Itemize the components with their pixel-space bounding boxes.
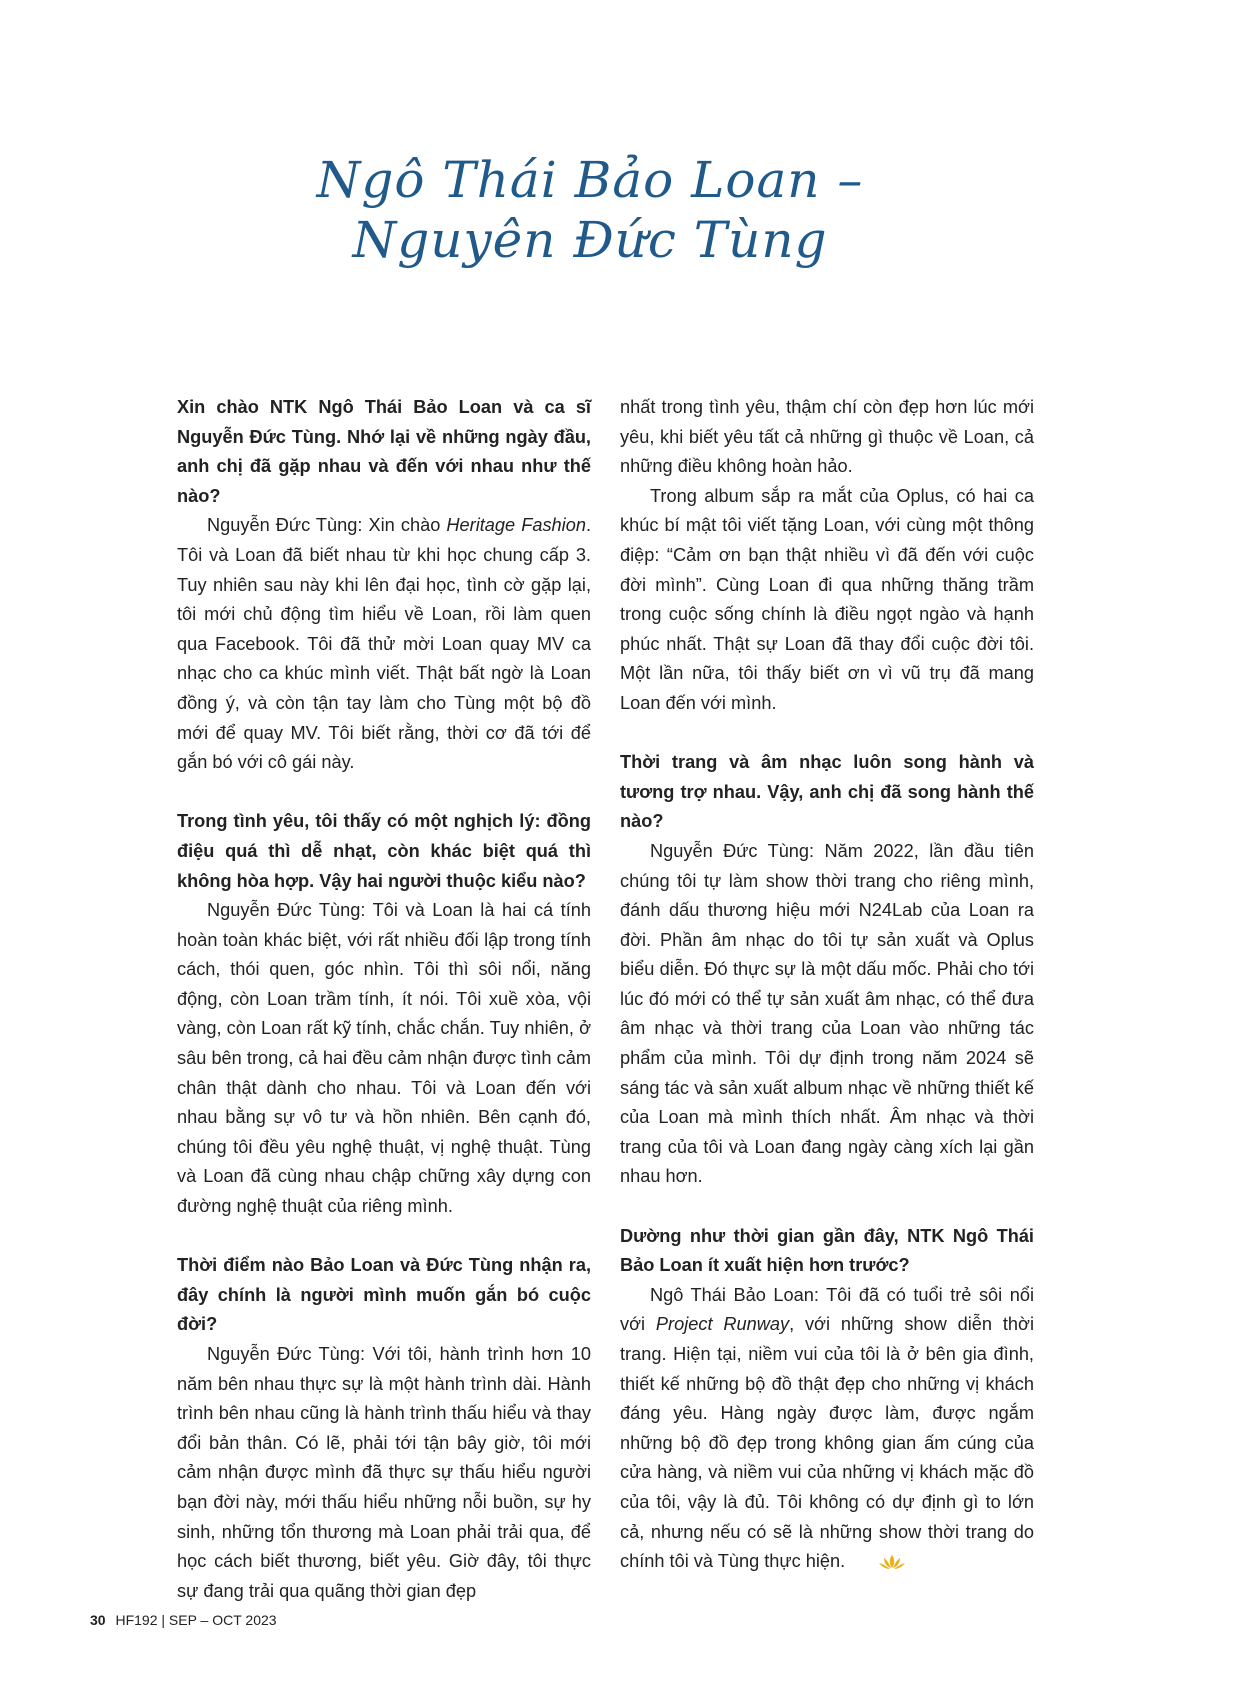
- answer-5-italic: Project Runway: [655, 1314, 790, 1335]
- right-column: [620, 393, 1034, 1580]
- answer-3: Nguyễn Đức Tùng: Với tôi, hành trình hơn 10 năm bên nhau thực sự là một hành trình dài. Hành trình bên nhau cũng là hành trình thấu hiểu và thay đổi bản thân. Có lẽ, phải tới tận bây giờ, tôi mới cảm nhận được mình đã thực sự thấu hiểu người bạn đời này, mới thấu hiểu những nỗi buồn, sự hy sinh, những tổn thương mà Loan phải trải qua, để học cách biết thương, biết yêu. Giờ đây, tôi thực sự đang trải qua quãng thời gian đẹp: [177, 1344, 591, 1601]
- answer-5-rest: , với những show diễn thời trang. Hiện tại, niềm vui của tôi là ở bên gia đình, thiết kế những bộ đồ thật đẹp cho những vị khách đáng yêu. Hàng ngày được làm, được ngắm những bộ đồ đẹp trong không gian ấm cúng của cửa hàng, và niềm vui của những vị khách mặc đồ của tôi, vậy là đủ. Tôi không có dự định gì to lớn cả, nhưng nếu có sẽ là những show thời trang do chính tôi và Tùng thực hiện.: [620, 1314, 1034, 1572]
- answer-5: [620, 1281, 1034, 1580]
- page-footer: [90, 1612, 277, 1628]
- question-2: Trong tình yêu, tôi thấy có một nghịch lý: đồng điệu quá thì dễ nhạt, còn khác biệt quá thì không hòa hợp. Vậy hai người thuộc kiểu nào?: [177, 811, 591, 891]
- lotus-icon: [849, 1550, 905, 1580]
- answer-1-rest: . Tôi và Loan đã biết nhau từ khi học chung cấp 3. Tuy nhiên sau này khi lên đại học, tình cờ gặp lại, tôi mới chủ động tìm hiểu về Loan, rồi làm quen qua Facebook. Tôi đã thử mời Loan quay MV ca nhạc cho ca khúc mình viết. Thật bất ngờ là Loan đồng ý, và còn tận tay làm cho Tùng một bộ đồ mới để quay MV. Tôi biết rằng, thời cơ đã tới để gắn bó với cô gái này.: [177, 515, 591, 773]
- title-line-2: Nguyên Đức Tùng: [352, 211, 828, 269]
- answer-3-paragraph-2: Trong album sắp ra mắt của Oplus, có hai ca khúc bí mật tôi viết tặng Loan, với cùng một thông điệp: “Cảm ơn bạn thật nhiều vì đã đến với cuộc đời mình”. Cùng Loan đi qua những thăng trầm trong cuộc sống chính là điều ngọt ngào và hạnh phúc nhất. Thật sự Loan đã thay đổi cuộc đời tôi. Một lần nữa, tôi thấy biết ơn vì vũ trụ đã mang Loan đến với mình.: [620, 485, 1034, 713]
- question-3: Thời điểm nào Bảo Loan và Đức Tùng nhận ra, đây chính là người mình muốn gắn bó cuộc đời?: [177, 1255, 591, 1335]
- issue-info: HF192 | SEP – OCT 2023: [115, 1612, 277, 1628]
- answer-4: Nguyễn Đức Tùng: Năm 2022, lần đầu tiên chúng tôi tự làm show thời trang cho riêng mình, đánh dấu thương hiệu mới N24Lab của Loan ra đời. Phần âm nhạc do tôi tự sản xuất và Oplus biểu diễn. Đó thực sự là một dấu mốc. Phải cho tới lúc đó mới có thể tự sản xuất âm nhạc, có thể đưa âm nhạc và thời trang của Loan vào những tác phẩm của mình. Tôi dự định trong năm 2024 sẽ sáng tác và sản xuất album nhạc về những thiết kế của Loan mà mình thích nhất. Âm nhạc và thời trang của tôi và Loan đang ngày càng xích lại gần nhau hơn.: [620, 840, 1034, 1187]
- answer-1: [177, 511, 591, 777]
- answer-5-start: Ngô Thái Bảo Loan: Tôi đã có tuổi trẻ sôi nổi với: [620, 1284, 1034, 1335]
- question-4: Thời trang và âm nhạc luôn song hành và tương trợ nhau. Vậy, anh chị đã song hành thế nào?: [620, 752, 1034, 832]
- left-column: [177, 393, 591, 1606]
- answer-1-italic: Heritage Fashion: [446, 515, 586, 536]
- article-title: [0, 150, 1180, 270]
- question-1: Xin chào NTK Ngô Thái Bảo Loan và ca sĩ Nguyễn Đức Tùng. Nhớ lại về những ngày đầu, anh chị đã gặp nhau và đến với nhau như thế nào?: [177, 397, 591, 506]
- page-number: 30: [90, 1612, 106, 1628]
- answer-1-speaker: Nguyễn Đức Tùng: Xin chào: [207, 515, 447, 536]
- answer-3-continued: nhất trong tình yêu, thậm chí còn đẹp hơn lúc mới yêu, khi biết yêu tất cả những gì thuộc về Loan, cả những điều không hoàn hảo.: [620, 397, 1034, 477]
- answer-2: Nguyễn Đức Tùng: Tôi và Loan là hai cá tính hoàn toàn khác biệt, với rất nhiều đối lập trong tính cách, thói quen, góc nhìn. Tôi thì sôi nổi, năng động, còn Loan trầm tính, ít nói. Tôi xuề xòa, vội vàng, còn Loan rất kỹ tính, chắc chắn. Tuy nhiên, ở sâu bên trong, cả hai đều cảm nhận được tình cảm chân thật dành cho nhau. Tôi và Loan đến với nhau bằng sự vô tư và hồn nhiên. Bên cạnh đó, chúng tôi đều yêu nghệ thuật, vị nghệ thuật. Tùng và Loan đã cùng nhau chập chững xây dựng con đường nghệ thuật của riêng mình.: [177, 900, 591, 1217]
- title-line-1: Ngô Thái Bảo Loan –: [316, 151, 864, 209]
- question-5: Dường như thời gian gần đây, NTK Ngô Thái Bảo Loan ít xuất hiện hơn trước?: [620, 1225, 1034, 1276]
